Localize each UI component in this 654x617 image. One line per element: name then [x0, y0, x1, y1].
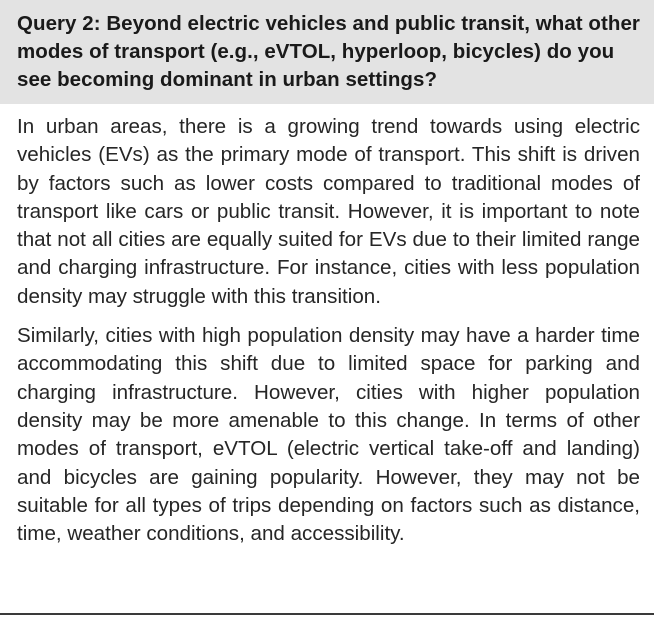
- query-header: [0, 0, 654, 104]
- query-title: Query 2: Beyond electric vehicles and public transit, what other modes of transport (e.g., eVTOL, hyperloop, bicycles) do you see becoming dominant in urban settings?: [17, 12, 640, 91]
- answer-paragraph-1: In urban areas, there is a growing trend towards using electric vehicles (EVs) as the primary mode of transport. This shift is driven by factors such as lower costs compared to traditional modes of transport like cars or public transit. However, it is important to note that not all cities are equally suited for EVs due to their limited range and charging infrastructure. For instance, cities with less population density may struggle with this transition.: [17, 115, 640, 308]
- answer-body: [0, 104, 654, 548]
- answer-paragraph-2: Similarly, cities with high population density may have a harder time accommodating this shift due to limited space for parking and charging infrastructure. However, cities with higher population density may be more amenable to this change. In terms of other modes of transport, eVTOL (electric vertical take-off and landing) and bicycles are gaining popularity. However, they may not be suitable for all types of trips depending on factors such as distance, time, weather conditions, and accessibility.: [17, 324, 640, 546]
- bottom-divider: [0, 613, 654, 615]
